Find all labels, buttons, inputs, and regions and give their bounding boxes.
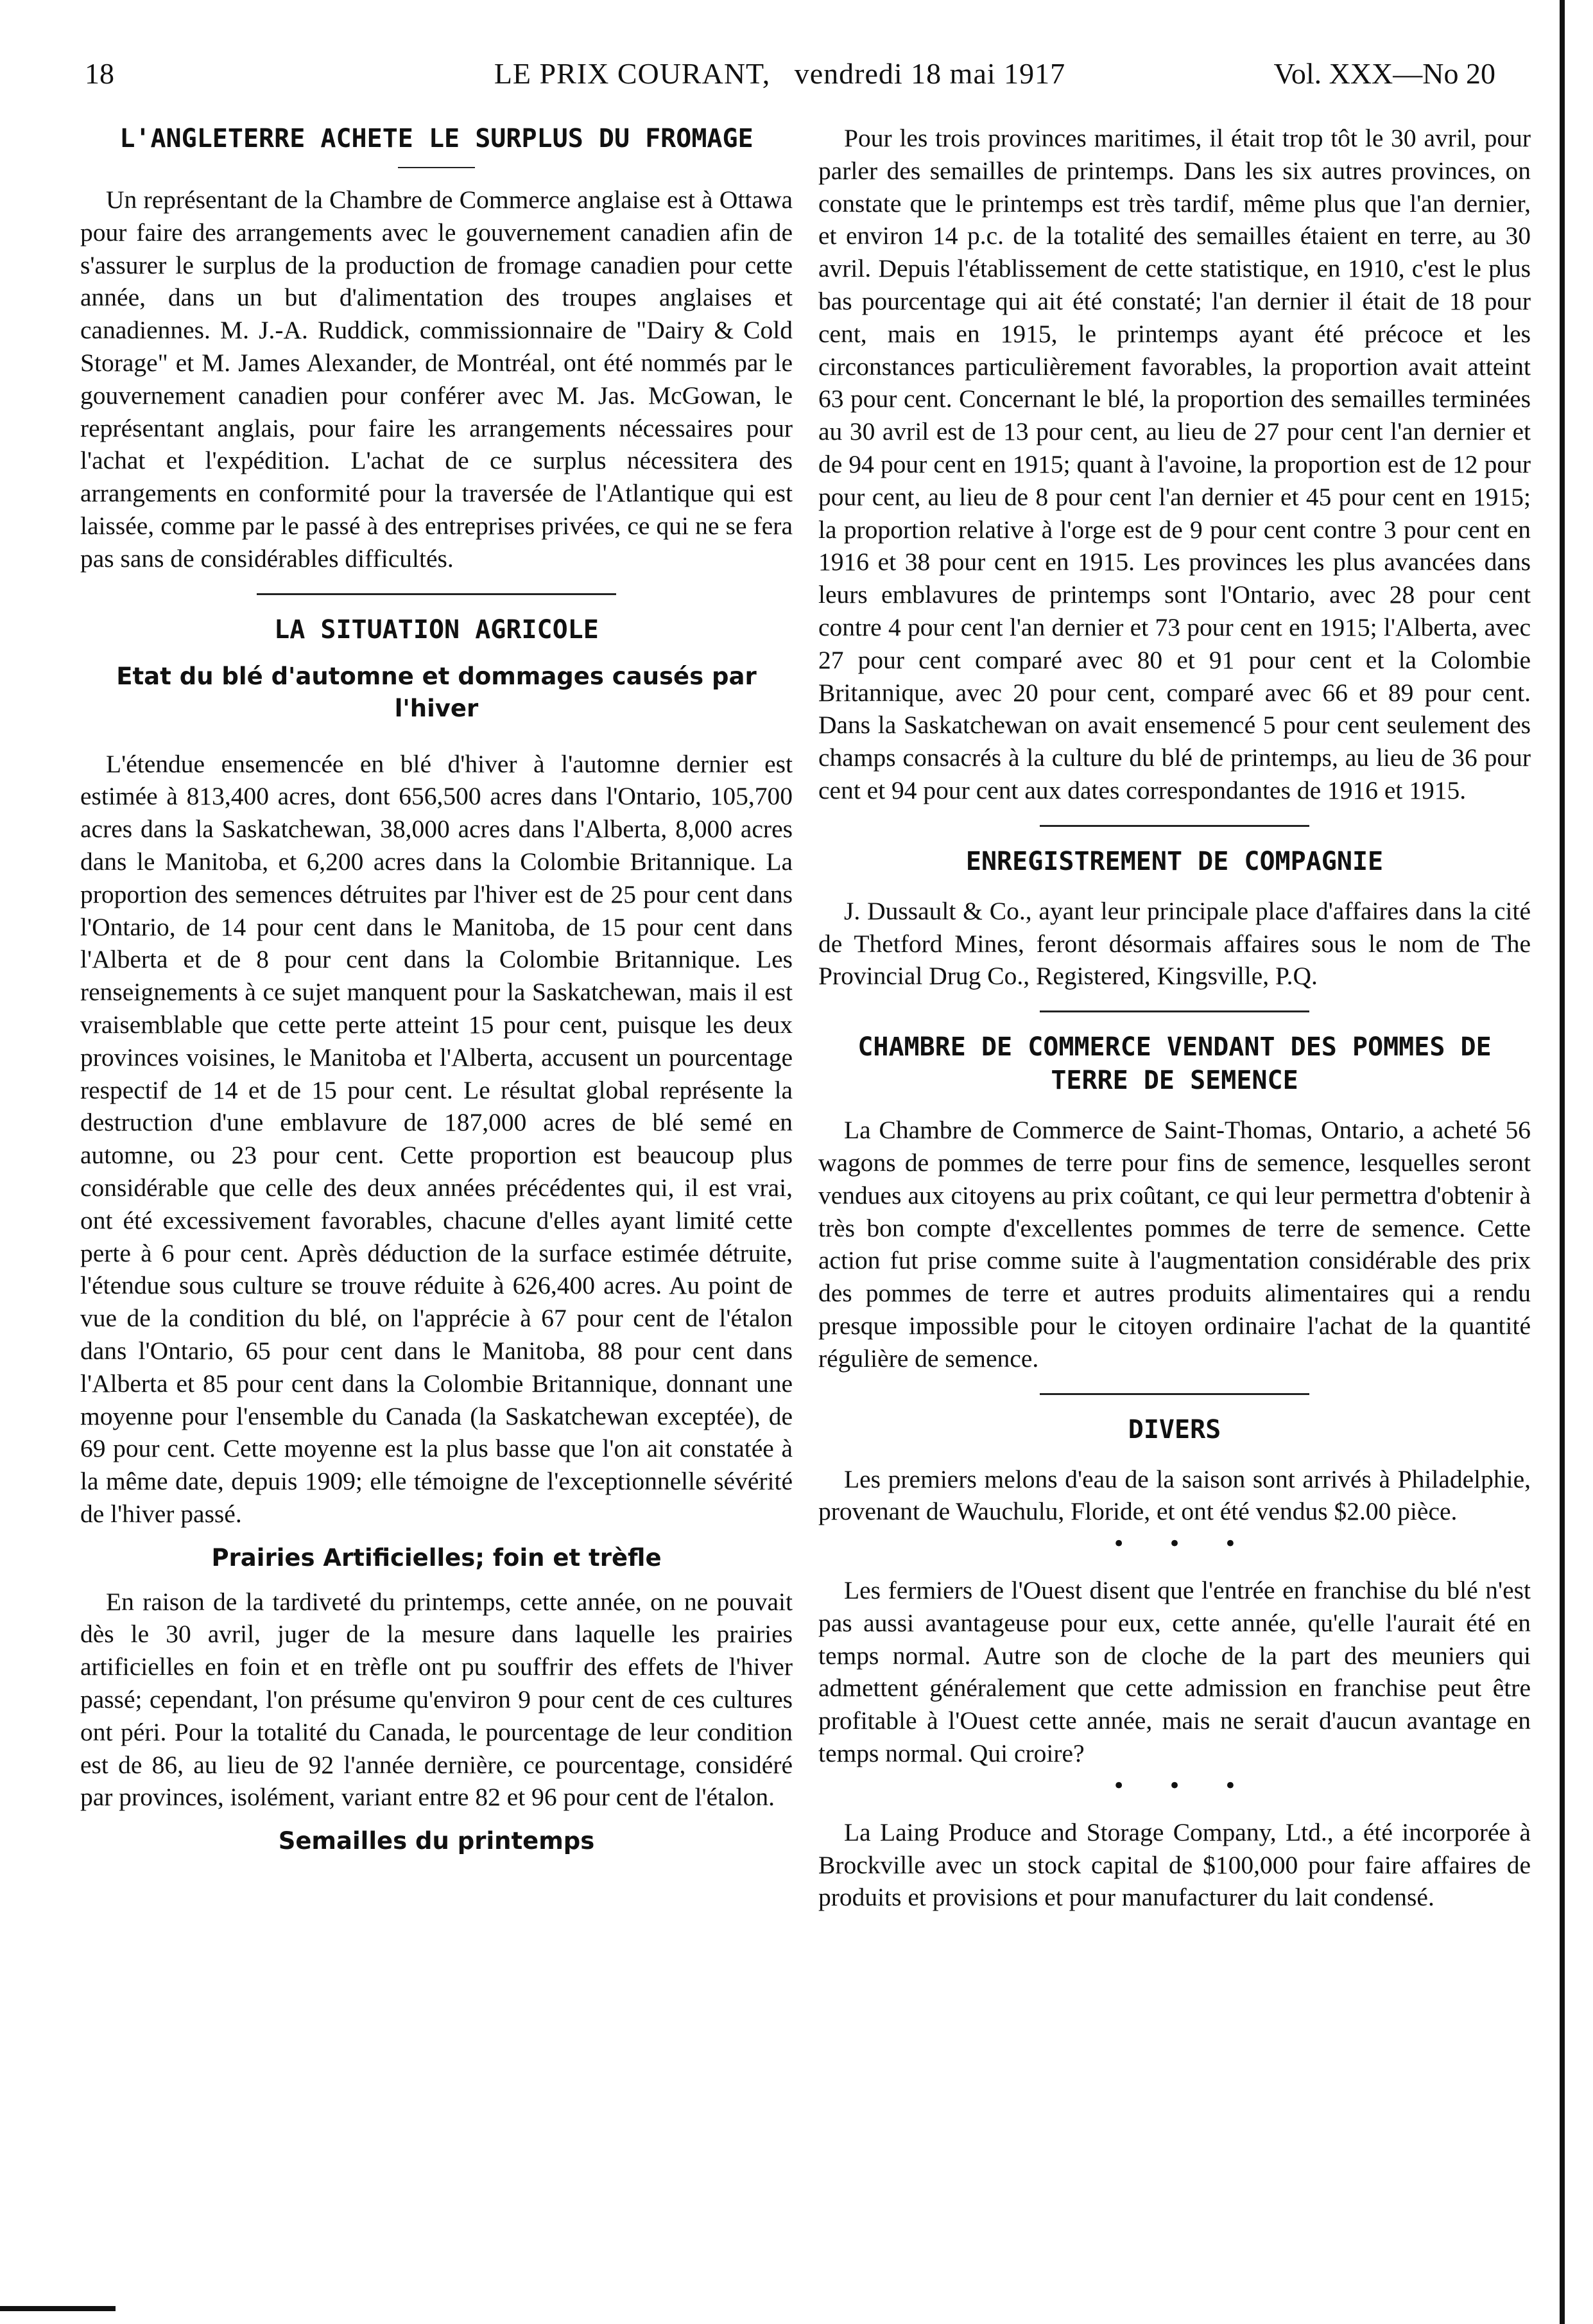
volume-number: Vol. XXX—No 20 [1273, 57, 1495, 90]
section-heading: Prairies Artificielles; foin et trèfle [211, 1543, 662, 1572]
article-title: ENREGISTREMENT DE COMPAGNIE [965, 846, 1384, 876]
issue-date: vendredi 18 mai 1917 [794, 57, 1066, 90]
article-body: Un représentant de la Chambre de Commerce anglaise est à Ottawa pour faire des arrangements avec le gouvernement canadien afin de s'assurer le surplus de la production de fromage canadien pour cette année, dans un but d'alimentation des troupes anglaises et canadiennes. M. J.-A. Ruddick, commissionnaire de "Dairy & Cold Storage" et M. James Alexander, de Montréal, ont été nommés par le gouvernement canadien pour conférer avec M. Jas. McGowan, le représentant anglais, pour faire les arrangements nécessaires pour l'achat et l'expédition. L'achat de ce surplus nécessitera des arrangements en conformité pour la traversée de l'Atlantique qui est laissée, comme par le passé à des entreprises privées, ce qui ne se fera pas sans de considérables difficultés. [80, 186, 793, 573]
item-separator: • • • [1112, 1531, 1255, 1557]
article-agriculture [80, 613, 793, 1869]
article-separator [1040, 825, 1309, 827]
item-separator: • • • [1112, 1773, 1255, 1799]
right-column [818, 122, 1531, 2305]
article-seed-potatoes [818, 1030, 1531, 1374]
section-body: Pour les trois provinces maritimes, il était trop tôt le 30 avril, pour parler des semailles de printemps. Dans les six autres provinces, on constate que le printemps est très tardif, même plus que l'an dernier, et environ 14 p.c. de la totalité des semailles étaient en terre, au 30 avril. Depuis l'établissement de cette statistique, en 1910, c'est le plus bas pourcentage qui ait été constaté; l'an dernier il était de 18 pour cent, mais en 1915, le printemps ayant été précoce et les circonstances particulièrement favorables, la proportion avait atteint 63 pour cent. Concernant le blé, la proportion des semailles terminées au 30 avril est de 13 pour cent, au lieu de 27 pour cent l'an dernier et de 94 pour cent en 1915; quant à l'avoine, la proportion est de 12 pour pour cent, au lieu de 8 pour cent l'an dernier et 45 pour cent en 1915; la proportion relative à l'orge est de 9 pour cent contre 3 pour cent en 1916 et 38 pour cent en 1915. Les provinces les plus avancées dans leurs emblavures de printemps sont l'Ontario, avec 28 pour cent contre 4 pour cent l'an dernier et 73 pour cent en 1915; l'Alberta, avec 27 pour cent comparé avec 80 et 91 pour cent et la Colombie Britannique, avec 20 pour cent, comparé avec 66 et 89 pour cent. Dans la Saskatchewan on avait ensemencé 5 pour cent seulement des champs consacrés à la culture du blé de printemps, au lieu de 36 pour cent et 94 pour cent aux dates correspondantes de 1916 et 1915. [818, 124, 1531, 804]
page-edge-rule [1560, 0, 1565, 2324]
article-title: LA SITUATION AGRICOLE [274, 614, 599, 645]
publication-name: LE PRIX COURANT, [494, 57, 771, 90]
news-item: Les premiers melons d'eau de la saison sont arrivés à Philadelphie, provenant de Wauchulu, Floride, et ont été vendus $2.00 pièce. [818, 1464, 1531, 1526]
page-number: 18 [85, 57, 114, 90]
page-header [64, 56, 1495, 101]
article-body: La Chambre de Commerce de Saint-Thomas, Ontario, a acheté 56 wagons de pommes de terre pour fins de semence, lesquelles seront vendues aux citoyens au prix coûtant, ce qui leur permettra d'obtenir à très bon compte d'excellentes pommes de terre de semence. Cette action fut prise comme suite à l'augmentation considérable des prix des pommes de terre et autres produits alimentaires qui a rendu presque impossible pour le citoyen ordinaire l'achat de la quantité régulière de semence. [818, 1116, 1531, 1373]
article-separator [1040, 1393, 1309, 1395]
article-subtitle: Etat du blé d'automne et dommages causés par l'hiver [116, 662, 757, 722]
article-cheese [80, 122, 793, 575]
news-item: Les fermiers de l'Ouest disent que l'entrée en franchise du blé n'est pas aussi avantageuse pour eux, cette année, qu'elle l'aurait été en temps normal. Autre son de cloche de la part des meuniers qui admettent généralement que cette admission en franchise peut être profitable à l'Ouest cette année, mais ne serait d'aucun avantage en temps normal. Qui croire? [818, 1576, 1531, 1768]
article-separator [257, 593, 616, 595]
title-rule [398, 167, 475, 168]
article-paragraph: L'étendue ensemencée en blé d'hiver à l'automne dernier est estimée à 813,400 acres, dont 656,500 acres dans l'Ontario, 105,700 acres dans la Saskatchewan, 38,000 acres dans l'Alberta, 8,000 acres dans le Manitoba, et 6,200 acres dans la Colombie Britannique. La proportion des semences détruites par l'hiver est de 25 pour cent dans l'Ontario, de 14 pour cent dans le Manitoba, de 15 pour cent dans l'Alberta et de 8 pour cent dans la Colombie Britannique. Les renseignements à ce sujet manquent pour la Saskatchewan, mais il est vraisemblable que cette perte atteint 15 pour cent, puisque les deux provinces voisines, le Manitoba et l'Alberta, accusent un pourcentage respectif de 14 et de 15 pour cent. Le résultat global représente la destruction d'une emblavure de 187,000 acres de blé semé en automne, ou 23 pour cent. Cette proportion est beaucoup plus considérable que celle des deux années précédentes qui, il est vrai, ont été excessivement favorables, chacune d'elles ayant limité cette perte à 6 pour cent. Après déduction de la surface estimée détruite, l'étendue sous culture se trouve réduite à 626,400 acres. Au point de vue de la condition du blé, on l'apprécie à 67 pour cent de l'étalon dans l'Ontario, 65 pour cent dans le Manitoba, 88 pour cent dans l'Alberta et 85 pour cent dans la Colombie Britannique, donnant une moyenne pour l'ensemble du Canada (la Saskatchewan exceptée), de 69 pour cent. Cette moyenne est la plus basse que l'on ait constatée à la même date, depuis 1909; elle témoigne de l'exceptionnelle sévérité de l'hiver passé. [80, 749, 793, 1528]
article-separator [1040, 1010, 1309, 1012]
article-title: DIVERS [1128, 1414, 1221, 1444]
article-divers [818, 1413, 1531, 1914]
article-company-registration [818, 845, 1531, 993]
bottom-edge-rule [0, 2306, 116, 2311]
left-column [80, 122, 793, 2305]
article-title: CHAMBRE DE COMMERCE VENDANT DES POMMES DE TERRE DE SEMENCE [857, 1032, 1492, 1096]
article-spring-sowing [818, 122, 1531, 807]
article-title: L'ANGLETERRE ACHETE LE SURPLUS DU FROMAGE [119, 124, 753, 153]
news-item: La Laing Produce and Storage Company, Ltd., a été incorporée à Brockville avec un stock capital de $100,000 pour faire affaires de produits et provisions et pour manufacturer du lait condensé. [818, 1817, 1531, 1912]
section-heading: Semailles du printemps [278, 1827, 595, 1855]
section-body: En raison de la tardiveté du printemps, cette année, on ne pouvait dès le 30 avril, juger de la mesure dans laquelle les prairies artificielles en foin et en trèfle ont pu souffrir des effets de l'hiver passé; cependant, l'on présume qu'environ 9 pour cent de ces cultures ont péri. Pour la totalité du Canada, le pourcentage de leur condition est de 86, au lieu de 92 l'année dernière, ce pourcentage, considéré par provinces, isolément, variant entre 82 et 96 pour cent de l'étalon. [80, 1587, 793, 1812]
article-body: J. Dussault & Co., ayant leur principale place d'affaires dans la cité de Thetford Mines, feront désormais affaires sous le nom de The Provincial Drug Co., Registered, Kingsville, P.Q. [818, 896, 1531, 991]
